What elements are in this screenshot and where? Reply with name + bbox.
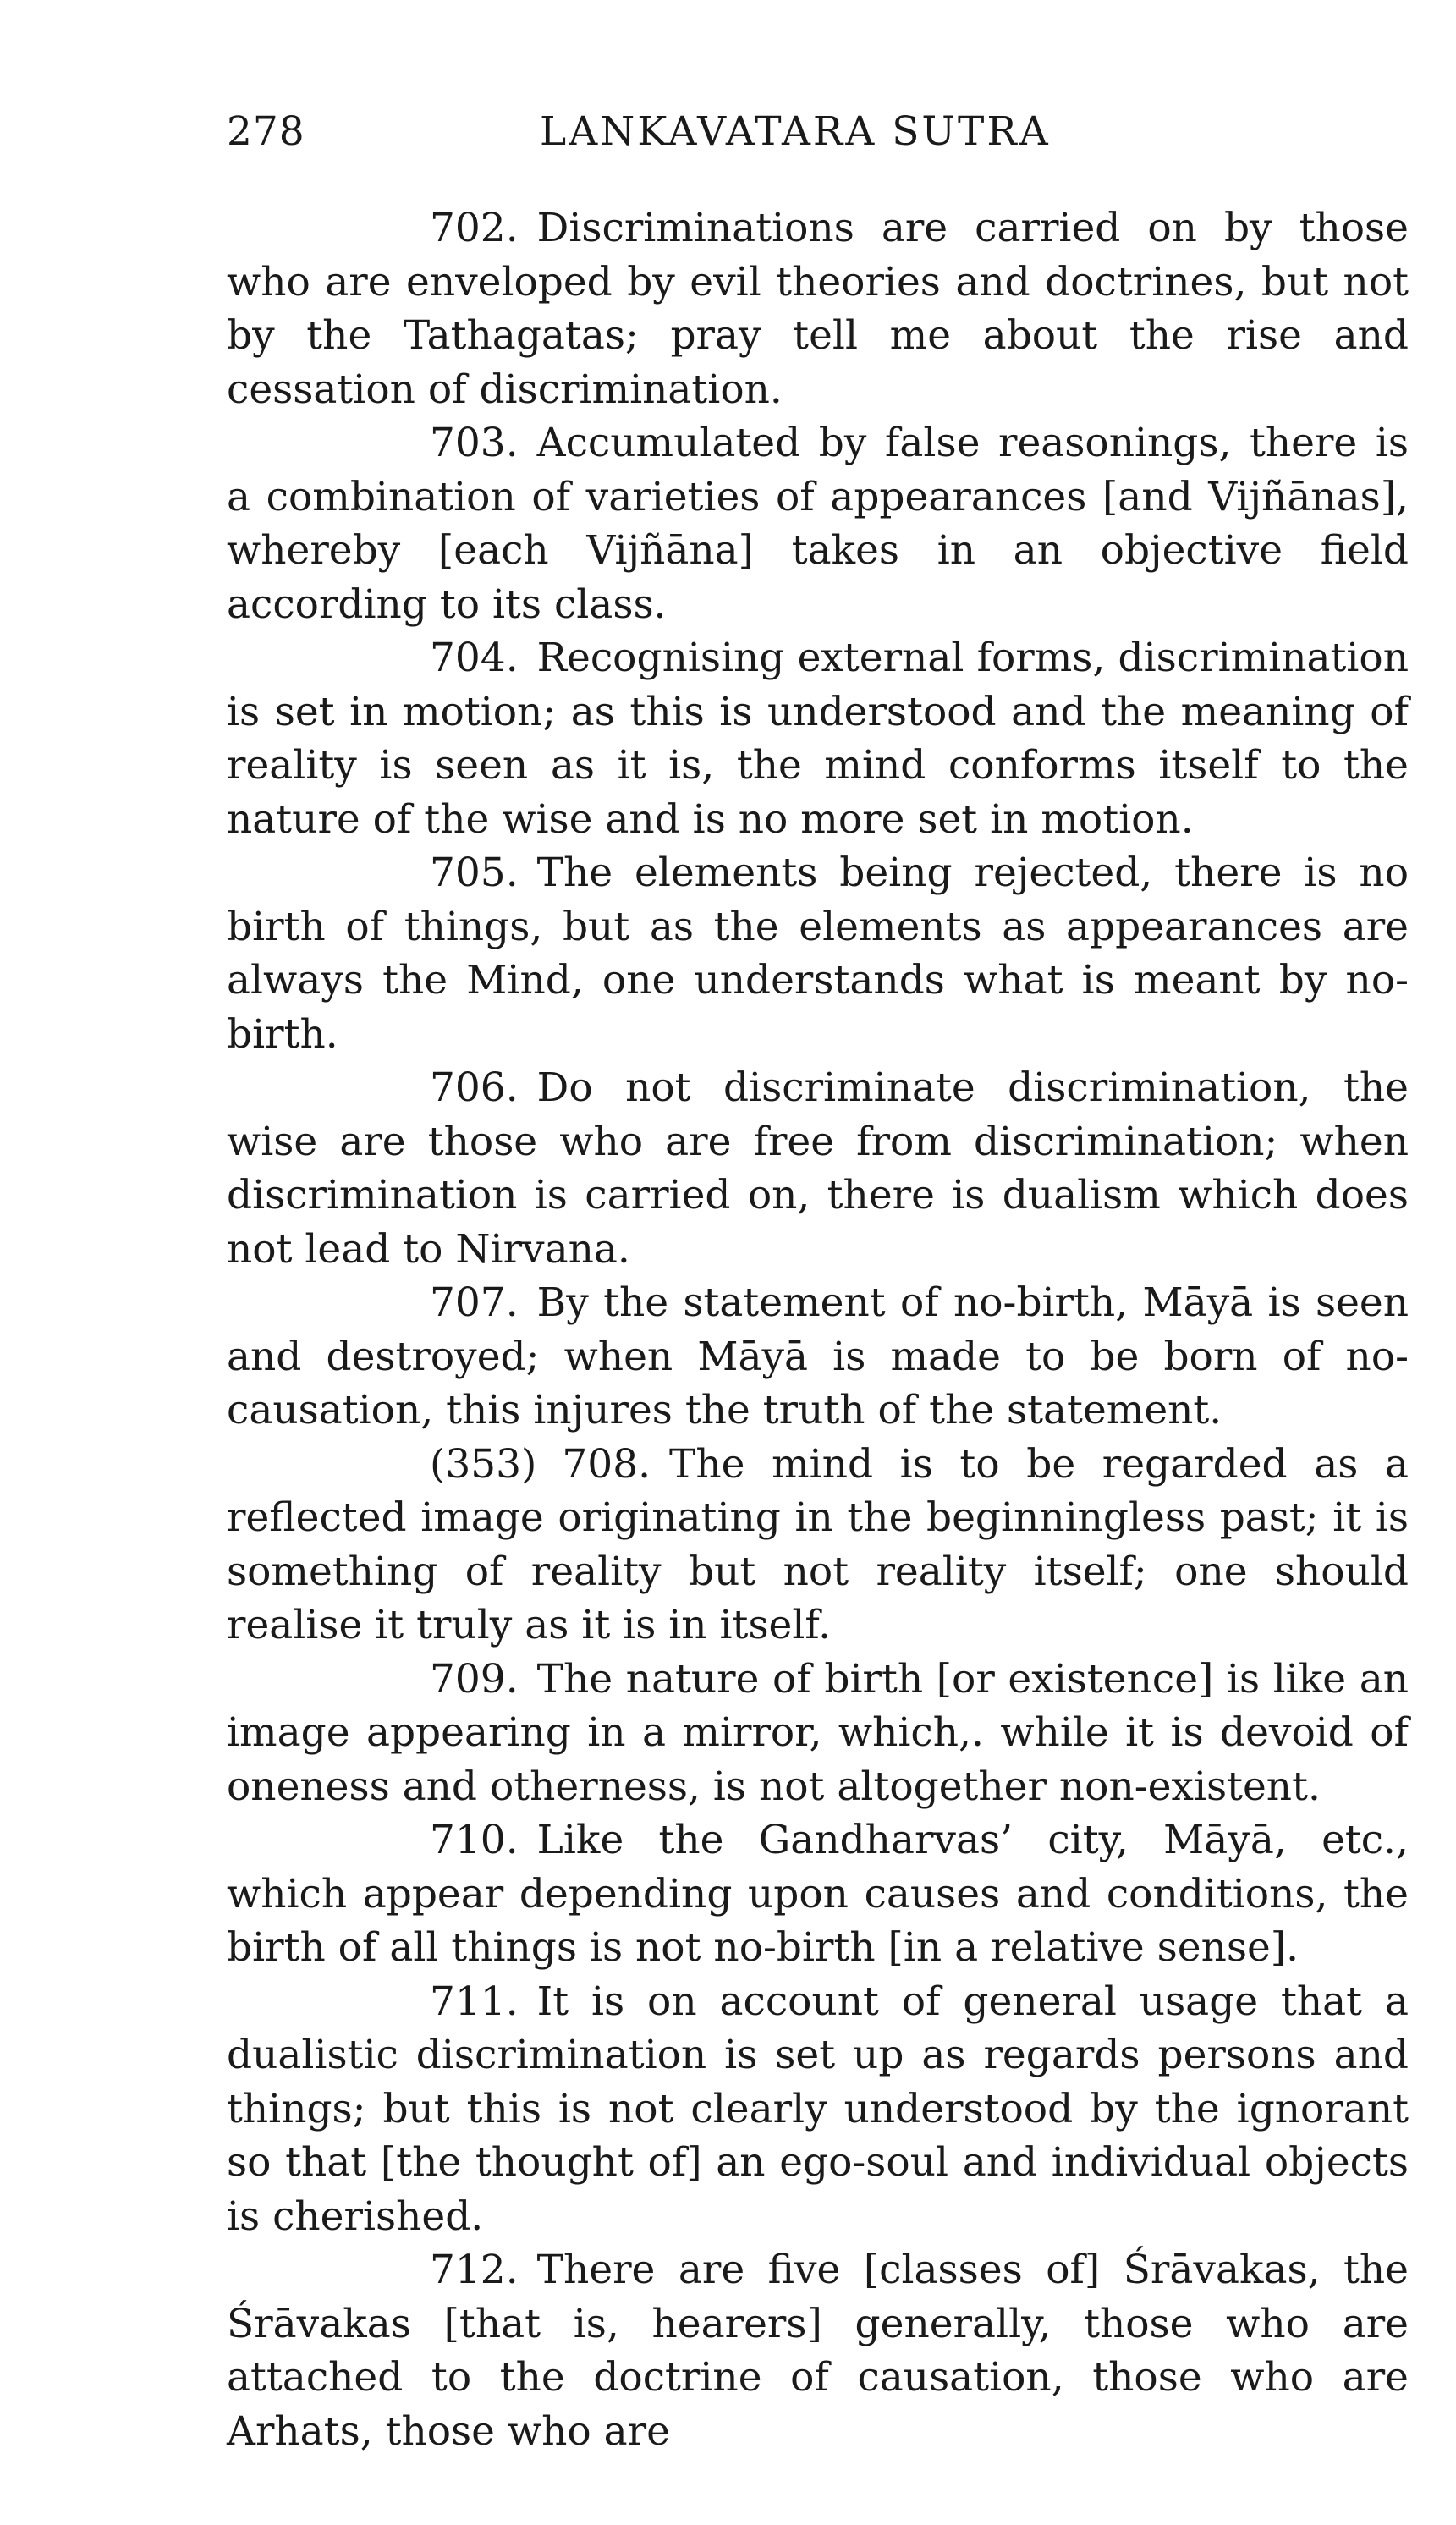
verse-number: 708. — [562, 1440, 651, 1488]
verse-text: Recognising external forms, discrimination is set in motion; as this is understood and the meaning of reality is seen as it is, the mind conforms itself to the nature of the wise and is no more set in motion. — [227, 635, 1409, 843]
verse-number: 706. — [430, 1064, 519, 1111]
verse-703 — [227, 416, 1409, 631]
running-title: LANKAVATARA SUTRA — [540, 108, 1051, 155]
verse-text: It is on account of general usage that a dualistic discrimination is set up as regards persons and things; but this is not clearly understood by the ignorant so that [the thought of] an ego-soul and individual objects is cherished. — [227, 1978, 1409, 2240]
verse-number: 710. — [430, 1817, 519, 1863]
verse-text: The nature of birth [or existence] is like an image appearing in a mirror, which,. while it is devoid of oneness and otherness, is not altogether non-existent. — [227, 1655, 1409, 1810]
verse-text: The mind is to be regarded as a reflected image originating in the beginningless past; it is something of reality but not reality itself; one should realise it truly as it is in itself. — [227, 1440, 1409, 1648]
verse-number: 705. — [430, 850, 519, 896]
original-page-marker: (353) — [430, 1440, 537, 1488]
verse-number: 709. — [430, 1655, 519, 1703]
verse-text: There are five [classes of] Śrāvakas, the Śrāvakas [that is, hearers] generally, those who are attached to the doctrine of causation, those who are Arhats, those who are — [227, 2247, 1409, 2455]
verse-number: 712. — [430, 2247, 519, 2293]
verse-710 — [227, 1813, 1409, 1975]
verse-number: 704. — [430, 635, 519, 681]
verse-704 — [227, 631, 1409, 846]
verse-text: The elements being rejected, there is no birth of things, but as the elements as appearances are always the Mind, one understands what is meant by no-birth. — [227, 850, 1409, 1058]
verse-711 — [227, 1975, 1409, 2244]
verse-706 — [227, 1061, 1409, 1276]
verse-705 — [227, 846, 1409, 1061]
verse-text: Do not discriminate discrimination, the wise are those who are free from discrimination; when discrimination is carried on, there is dualism which does not lead to Nirvana. — [227, 1064, 1409, 1273]
verse-text: Discriminations are carried on by those who are enveloped by evil theories and doctrines, but not by the Tathagatas; pray tell me about the rise and cessation of discrimination. — [227, 205, 1409, 413]
page-body — [227, 201, 1409, 2458]
verse-708 — [227, 1438, 1409, 1653]
verse-text: By the statement of no-birth, Māyā is seen and destroyed; when Māyā is made to be born of no-causation, this injures the truth of the statement. — [227, 1279, 1409, 1433]
verse-712 — [227, 2243, 1409, 2458]
verse-text: Like the Gandharvas’ city, Māyā, etc., which appear depending upon causes and conditions, the birth of all things is not no-birth [in a relative sense]. — [227, 1817, 1409, 1971]
page-number: 278 — [227, 108, 305, 155]
verse-707 — [227, 1276, 1409, 1438]
verse-number: 707. — [430, 1279, 519, 1326]
verse-702 — [227, 201, 1409, 416]
verse-number: 702. — [430, 205, 519, 251]
verse-709 — [227, 1653, 1409, 1814]
verse-text: Accumulated by false reasonings, there is a combination of varieties of appearances [and Vijñānas], whereby [each Vijñāna] takes in an objective field according to its class. — [227, 420, 1409, 628]
verse-number: 711. — [430, 1978, 519, 2025]
verse-number: 703. — [430, 420, 519, 466]
book-page — [227, 100, 1409, 2458]
page-header — [227, 100, 1409, 168]
